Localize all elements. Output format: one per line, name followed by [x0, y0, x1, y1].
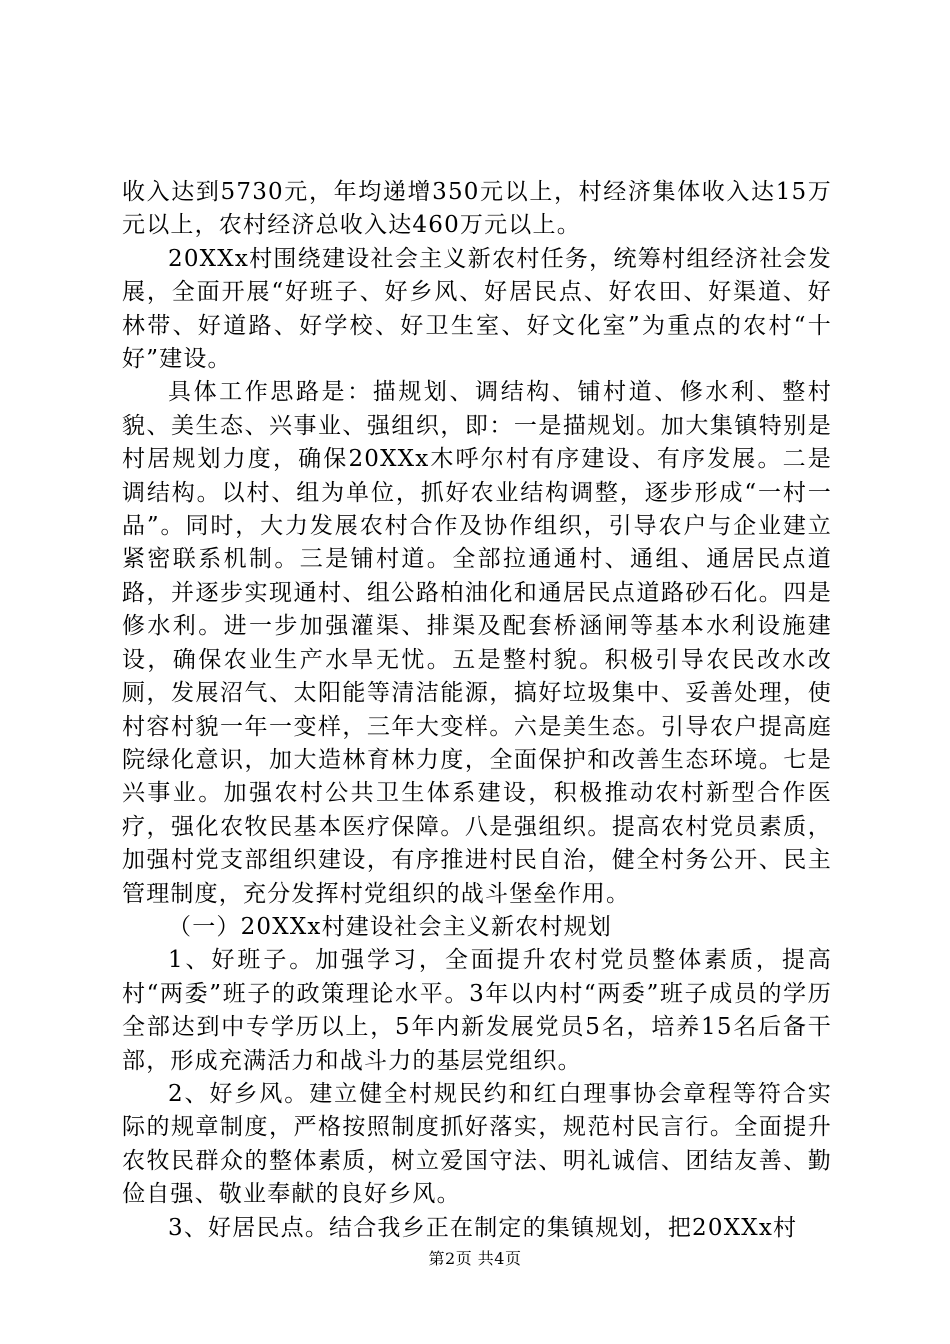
paragraph-income-summary: 收入达到5730元，年均递增350元以上，村经济集体收入达15万元以上，农村经济总收入达460万元以上。 [122, 179, 832, 239]
paragraph-good-customs: 2、好乡风。建立健全村规民约和红白理事协会章程等符合实际的规章制度，严格按照制度抓好落实，规范村民言行。全面提升农牧民群众的整体素质，树立爱国守法、明礼诚信、团结友善、勤俭自强、敬业奉献的良好乡风。 [122, 1080, 832, 1208]
paragraph-good-leadership: 1、好班子。加强学习，全面提升农村党员整体素质，提高村“两委”班子的政策理论水平。3年以内村“两委”班子成员的学历全部达到中专学历以上，5年内新发展党员5名，培养15名后备干部，形成充满活力和战斗力的基层党组织。 [122, 947, 832, 1074]
paragraph-good-settlements: 3、好居民点。结合我乡正在制定的集镇规划，把20XXx村 [168, 1214, 798, 1241]
page-number-footer: 第2页 共4页 [428, 1249, 522, 1268]
paragraph-ten-goods-overview: 20XXx村围绕建设社会主义新农村任务，统筹村组经济社会发展，全面开展“好班子、好乡风、好居民点、好农田、好渠道、好林带、好道路、好学校、好卫生室、好文化室”为重点的农村“十好”建设。 [122, 245, 832, 373]
paragraph-work-approach: 具体工作思路是：描规划、调结构、铺村道、修水利、整村貌、美生态、兴事业、强组织，即：一是描规划。加大集镇特别是村居规划力度，确保20XXx木呼尔村有序建设、有序发展。二是调结构。以村、组为单位，抓好农业结构调整，逐步形成“一村一品”。同时，大力发展农村合作及协作组织，引导农户与企业建立紧密联系机制。三是铺村道。全部拉通通村、通组、通居民点道路，并逐步实现通村、组公路柏油化和通居民点道路砂石化。四是修水利。进一步加强灌渠、排渠及配套桥涵闸等基本水利设施建设，确保农业生产水旱无忧。五是整村貌。积极引导农民改水改厕，发展沼气、太阳能等清洁能源，搞好垃圾集中、妥善处理，使村容村貌一年一变样，三年大变样。六是美生态。引导农户提高庭院绿化意识，加大造林育林力度，全面保护和改善生态环境。七是兴事业。加强农村公共卫生体系建设，积极推动农村新型合作医疗，强化农牧民基本医疗保障。八是强组织。提高农村党员素质，加强村党支部组织建设，有序推进村民自治，健全村务公开、民主管理制度，充分发挥村党组织的战斗堡垒作用。 [122, 379, 832, 907]
section-heading-village-plan: （一）20XXx村建设社会主义新农村规划 [168, 913, 612, 940]
document-body [122, 176, 832, 1245]
